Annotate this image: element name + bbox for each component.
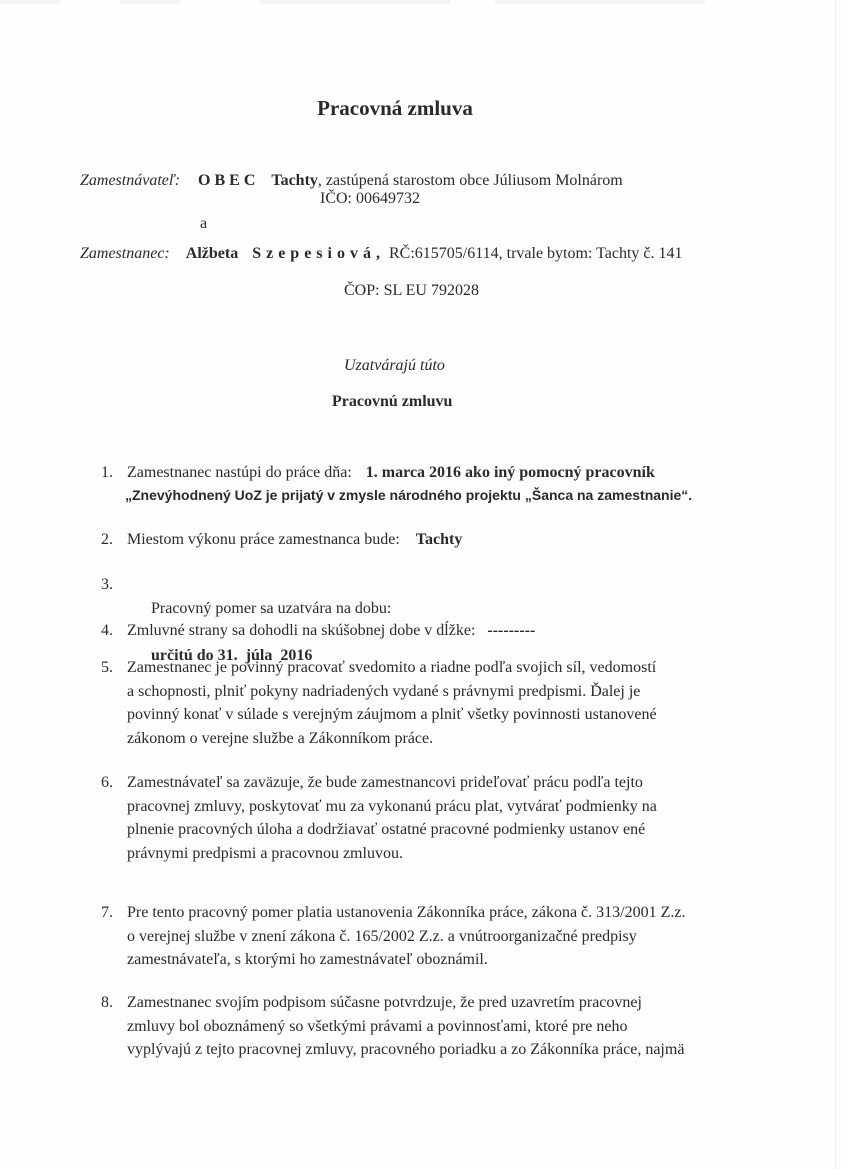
clause-line: Pre tento pracovný pomer platia ustanovenia Zákonníka práce, zákona č. 313/2001 Z.z.	[127, 904, 686, 921]
clause-line: a schopnosti, plniť pokyny nadriadených vydané s právnymi predpismi. Ďalej je	[127, 682, 641, 700]
clause-text: Pracovný pomer sa uzatvára na dobu:	[151, 599, 392, 617]
scan-artifact	[0, 0, 60, 4]
clause-number: 5.	[101, 659, 113, 676]
employer-name-spaced: O B E C	[198, 172, 256, 189]
clause-line: Zamestnávateľ sa zaväzuje, že bude zamestnancovi prideľovať prácu podľa tejto	[127, 774, 643, 791]
clause-line: Zamestnanec svojím podpisom súčasne potvrdzuje, že pred uzavretím pracovnej	[127, 994, 642, 1011]
clause-line: právnymi predpismi a pracovnou zmluvou.	[127, 844, 403, 862]
employer-ico: IČO: 00649732	[320, 190, 420, 207]
document-title: Pracovná zmluva	[317, 96, 473, 120]
workplace-value: Tachty	[415, 531, 463, 548]
clause-line: o verejnej službe v znení zákona č. 165/2002 Z.z. a vnútroorganizačné predpisy	[127, 927, 637, 945]
employee-last-name: Szepesiová,	[252, 245, 385, 262]
clause-number: 3.	[101, 576, 113, 593]
scan-edge	[835, 0, 836, 1169]
employee-line	[80, 244, 683, 264]
clause-line: Zamestnanec je povinný pracovať svedomito a riadne podľa svojich síl, vedomostí	[127, 659, 657, 676]
employer-town: Tachty	[271, 172, 318, 189]
scan-artifact	[495, 0, 705, 4]
clause-text: Zamestnanec nastúpi do práce dňa:	[127, 464, 352, 481]
clause-line: zamestnávateľa, s ktorými ho zamestnávateľ oboznámil.	[127, 951, 488, 968]
clause-line: pracovnej zmluvy, poskytovať mu za vykonanú prácu plat, vytvárať podmienky na	[127, 797, 657, 815]
start-date-value: 1. marca 2016 ako iný pomocný pracovník	[365, 464, 655, 481]
clause-line: povinný konať v súlade s verejným záujmom a plniť všetky povinnosti ustanovené	[127, 706, 657, 723]
conjunction: a	[200, 215, 208, 232]
subtitle: Pracovnú zmluvu	[332, 393, 453, 410]
employer-representative: , zastúpená starostom obce Júliusom Molnárom	[317, 172, 623, 189]
employee-cop: ČOP: SL EU 792028	[344, 282, 479, 299]
employee-label: Zamestnanec:	[80, 245, 170, 262]
employee-first-name: Alžbeta	[185, 245, 239, 262]
clause-line: plnenie pracovných úloha a dodržiavať ostatné pracovné podmienky ustanov ené	[127, 821, 646, 838]
clause-text: Zmluvné strany sa dohodli na skúšobnej dobe v dĺžke:	[127, 622, 476, 639]
clause-number: 7.	[101, 904, 113, 921]
clause-line: zákonom o verejne službe a Zákonníkom práce.	[127, 729, 434, 747]
employee-details: RČ:615705/6114, trvale bytom: Tachty č. 141	[388, 245, 683, 262]
probation-value: ---------	[487, 622, 536, 639]
clause-line: zmluvy bol oboznámený so všetkými právami a povinnosťami, ktoré pre neho	[127, 1017, 628, 1035]
intro-line: Uzatvárajú túto	[344, 357, 445, 374]
employer-line	[80, 171, 623, 191]
clause-number: 1.	[101, 464, 113, 481]
clause-number: 8.	[101, 994, 113, 1011]
contract-duration-value: určitú do 31. júla 2016	[151, 646, 313, 664]
employer-label: Zamestnávateľ:	[80, 172, 181, 189]
clause-line: vyplývajú z tejto pracovnej zmluvy, pracovného poriadku a zo Zákonníka práce, najmä	[127, 1041, 685, 1058]
clause-number: 2.	[101, 531, 113, 548]
scan-artifact	[260, 0, 450, 4]
clause-number: 4.	[101, 622, 113, 639]
clause-1-note: „Znevýhodnený UoZ je prijatý v zmysle národného projektu „Šanca na zamestnanie“.	[125, 487, 693, 503]
clause-text: Miestom výkonu práce zamestnanca bude:	[127, 531, 400, 548]
clause-number: 6.	[101, 774, 113, 791]
scan-artifact	[120, 0, 180, 4]
